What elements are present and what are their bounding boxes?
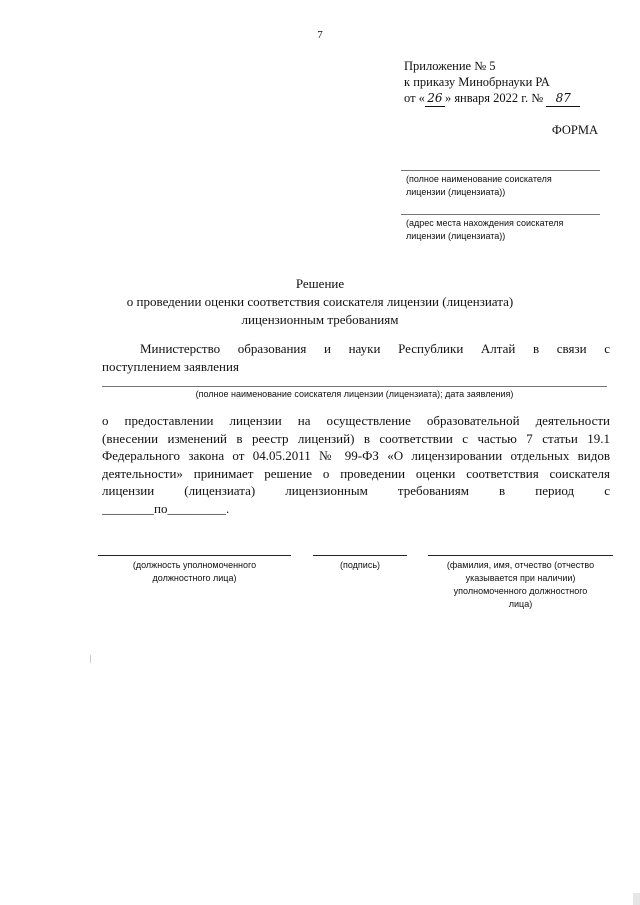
- scan-edge-mark: [633, 893, 640, 905]
- decision-line-1: о предоставлении лицензии на осуществление образовательной деятельности: [102, 413, 610, 428]
- applicant-date-caption: (полное наименование соискателя лицензии (лицензиата); дата заявления): [195, 389, 514, 399]
- applicant-date-line: [102, 386, 607, 387]
- period-end: .: [225, 500, 230, 516]
- title-line-2: о проведении оценки соответствия соискателя лицензии (лицензиата): [126, 294, 514, 309]
- period-to-blank: _________: [167, 500, 226, 516]
- handwritten-day: 26: [425, 90, 445, 107]
- applicant-address-line: [401, 214, 600, 215]
- date-prefix: от «: [404, 91, 425, 105]
- applicant-name-caption: [406, 173, 552, 199]
- page-number: 7: [317, 29, 323, 41]
- position-caption-1: (должность уполномоченного: [132, 560, 257, 570]
- fio-caption-2: указывается при наличии): [465, 573, 576, 583]
- applicant-address-caption-1: (адрес места нахождения соискателя: [406, 218, 564, 228]
- position-caption: [98, 559, 291, 585]
- intro-paragraph: [102, 340, 610, 375]
- decision-paragraph: [102, 412, 610, 517]
- fio-line: [428, 555, 613, 556]
- decision-line-4: деятельности» принимает решение о проведении оценки соответствия соискателя: [102, 465, 610, 481]
- period-from-blank: ________: [102, 500, 154, 516]
- annex-line-1: Приложение № 5: [404, 59, 496, 73]
- handwritten-order-number: 87: [546, 90, 580, 107]
- date-middle: » января 2022 г. №: [444, 91, 544, 105]
- applicant-name-line: [401, 170, 600, 171]
- title-line-3: лицензионным требованиям: [241, 312, 399, 327]
- applicant-name-caption-2: лицензии (лицензиата)): [406, 187, 506, 197]
- decision-line-3: Федерального закона от 04.05.2011 № 99-ФЗ «О лицензировании отдельных видов: [102, 448, 610, 463]
- intro-line-2: поступлением заявления: [102, 358, 239, 374]
- period-to-word: по: [154, 500, 168, 516]
- position-caption-2: должностного лица): [152, 573, 237, 583]
- signature-line: [313, 555, 407, 556]
- fio-caption-3: уполномоченного должностного: [453, 586, 588, 596]
- annex-date-line: [404, 90, 580, 107]
- annex-line-2: к приказу Минобрнауки РА: [404, 75, 550, 89]
- title-line-1: Решение: [295, 276, 345, 291]
- applicant-address-caption: [406, 217, 563, 243]
- fio-caption-1: (фамилия, имя, отчество (отчество: [446, 560, 595, 570]
- applicant-address-caption-2: лицензии (лицензиата)): [406, 231, 506, 241]
- decision-line-5: лицензии (лицензиата) лицензионным требованиям в период с: [102, 483, 610, 498]
- annex-header: [404, 58, 580, 107]
- fio-caption-4: лица): [508, 599, 533, 609]
- intro-line-1: Министерство образования и науки Республики Алтай в связи с: [140, 341, 610, 356]
- decision-period-line: [102, 500, 610, 518]
- fio-caption: [428, 559, 613, 611]
- decision-line-2: (внесении изменений в реестр лицензий) в соответствии с частью 7 статьи 19.1: [102, 430, 610, 446]
- scan-mark: [90, 655, 91, 663]
- applicant-name-caption-1: (полное наименование соискателя: [406, 174, 552, 184]
- form-label: ФОРМА: [551, 123, 598, 137]
- position-line: [98, 555, 291, 556]
- signature-caption: (подпись): [339, 560, 381, 570]
- document-title: [0, 275, 640, 329]
